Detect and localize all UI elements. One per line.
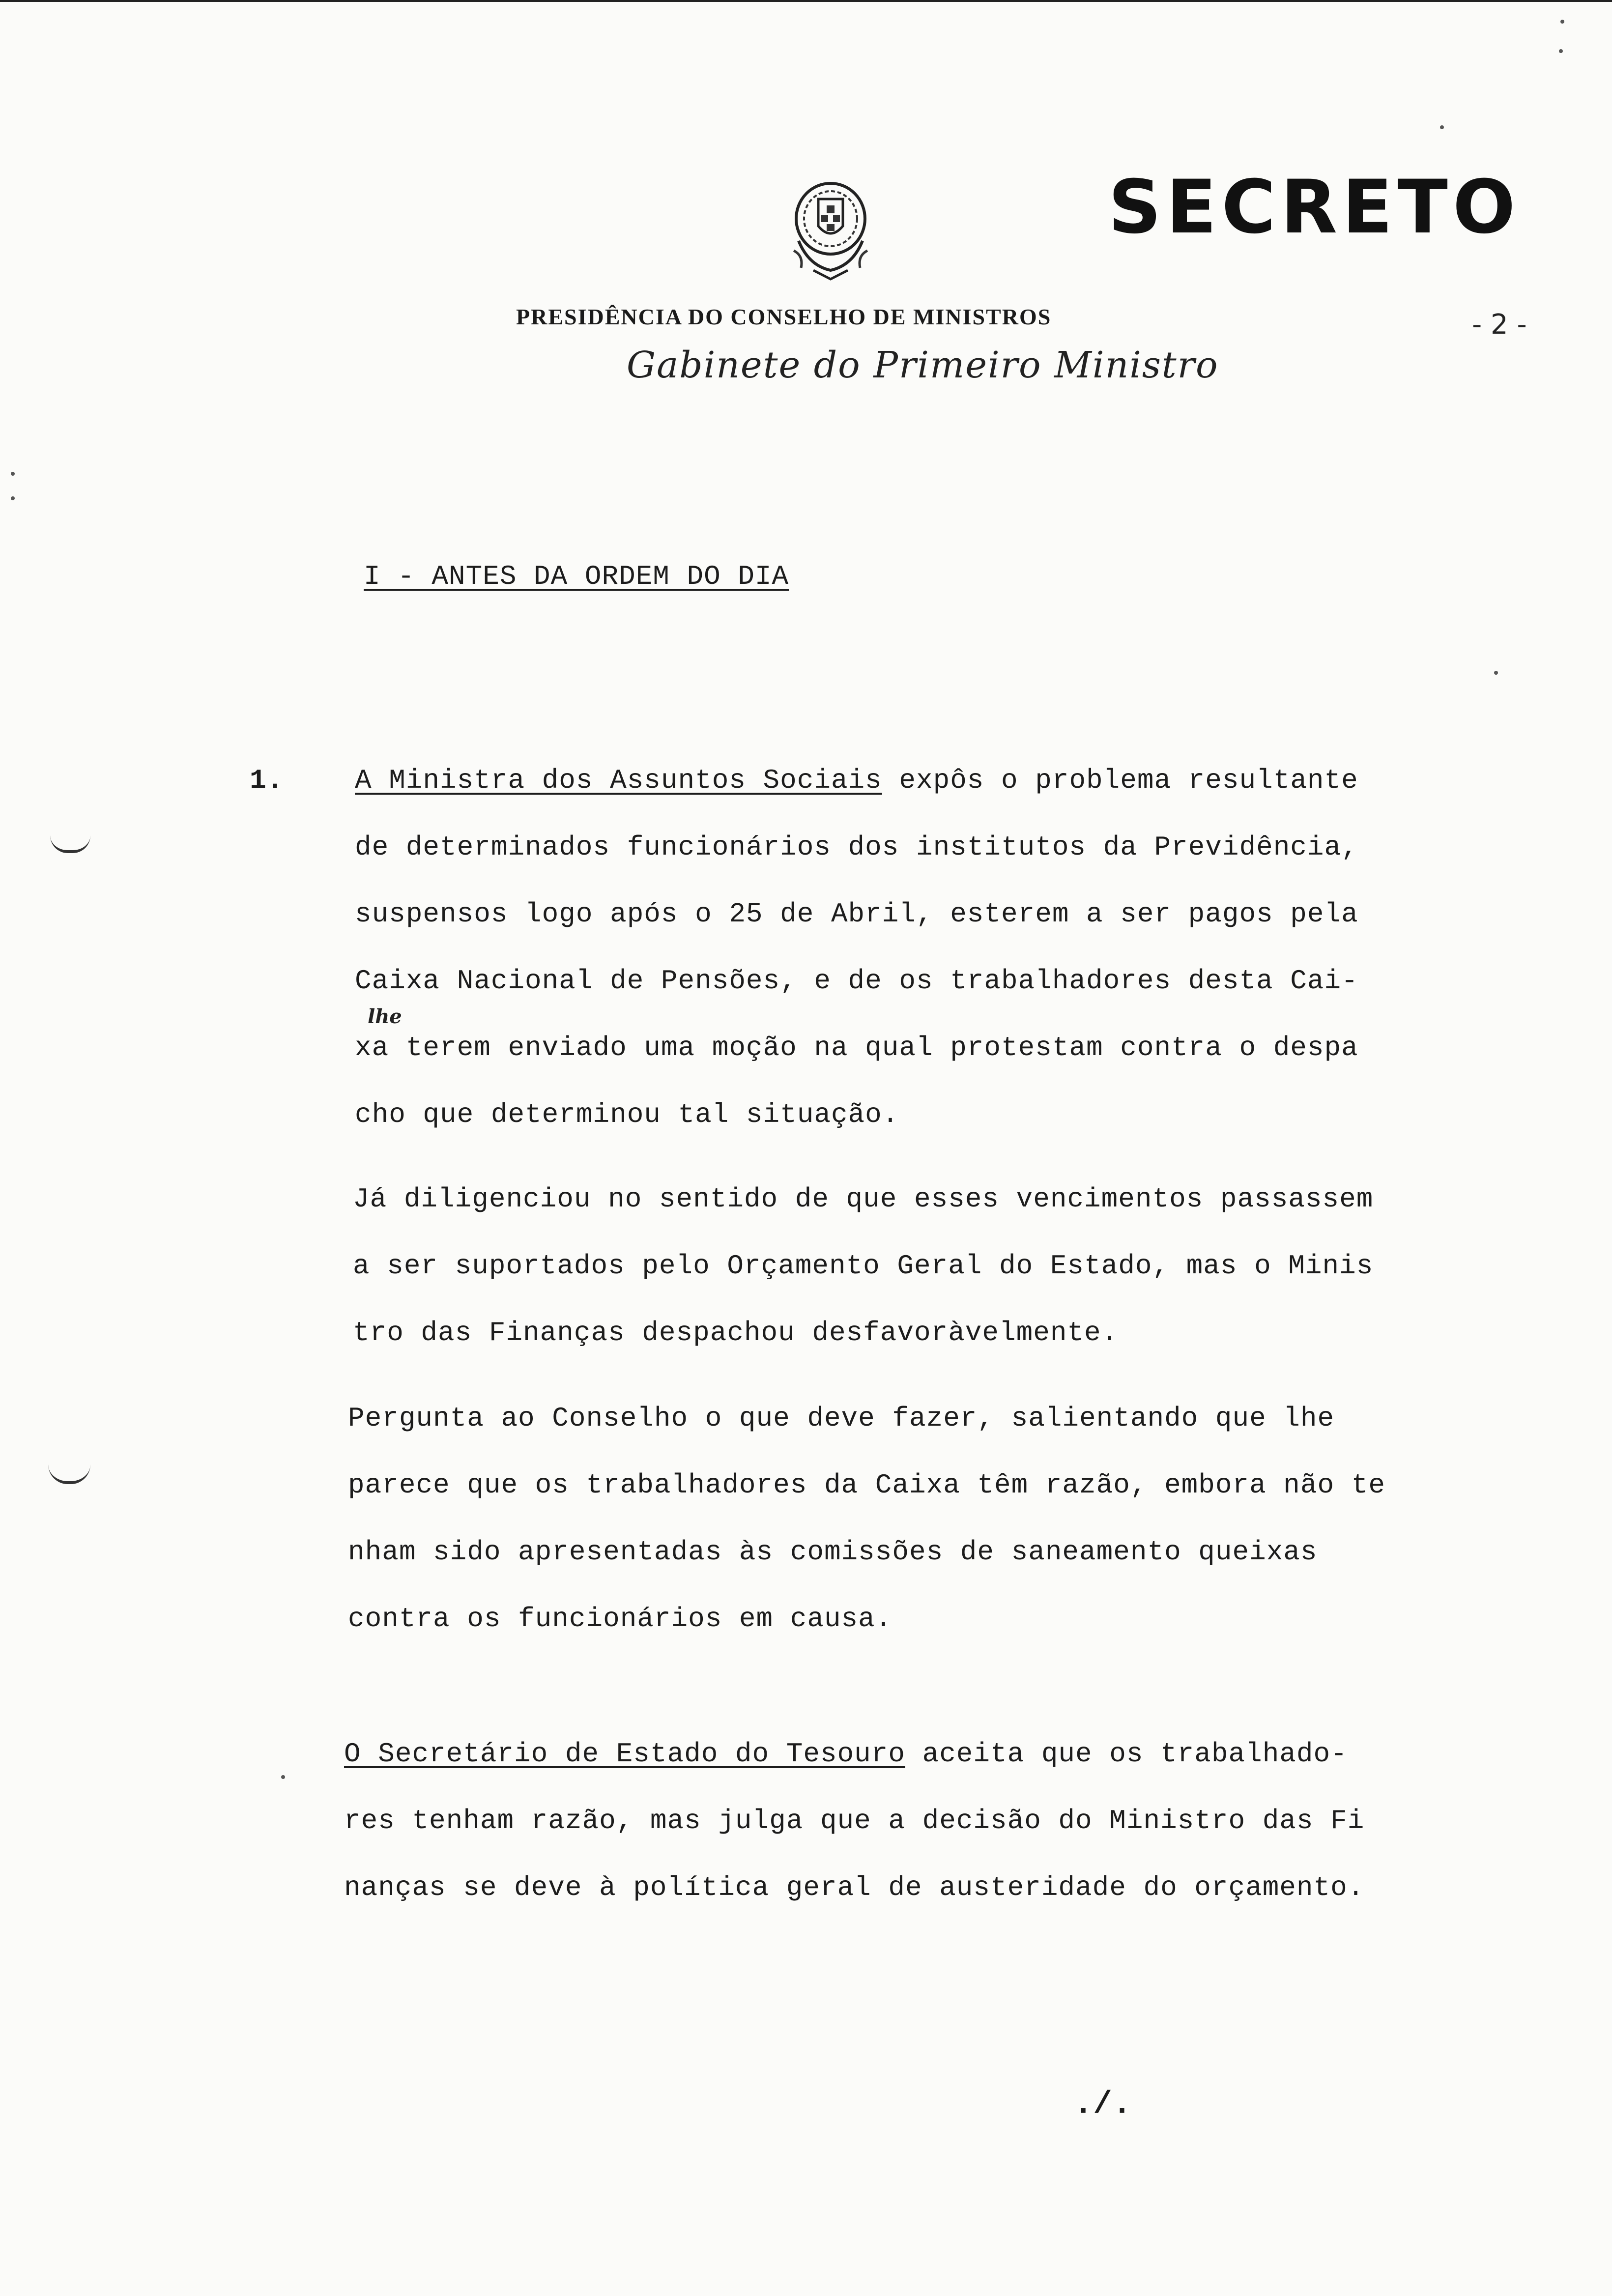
paragraph-4-line-1: O Secretário de Estado do Tesouro aceita que os trabalhado- <box>344 1738 1348 1770</box>
margin-punch-mark <box>50 835 90 853</box>
paragraph-1-line: de determinados funcionários dos institutos da Previdência, <box>355 832 1358 863</box>
scan-speck <box>281 1775 285 1779</box>
scan-speck <box>11 496 15 500</box>
paragraph-3-line: Pergunta ao Conselho o que deve fazer, salientando que lhe <box>348 1403 1335 1434</box>
scan-speck <box>1560 20 1564 24</box>
scan-speck <box>1559 49 1563 53</box>
speaker-ministra: A Ministra dos Assuntos Sociais <box>355 765 882 796</box>
organization-title: PRESIDÊNCIA DO CONSELHO DE MINISTROS <box>516 304 1052 329</box>
scan-speck <box>11 472 15 476</box>
scan-speck <box>1440 125 1444 129</box>
scan-speck <box>1494 671 1498 675</box>
paragraph-1-line: suspensos logo após o 25 de Abril, esterem a ser pagos pela <box>355 898 1358 930</box>
speaker-secretario: O Secretário de Estado do Tesouro <box>344 1738 905 1770</box>
paragraph-3-line: parece que os trabalhadores da Caixa têm razão, embora não te <box>348 1469 1385 1501</box>
top-border-line <box>0 0 1612 2</box>
section-heading: I - ANTES DA ORDEM DO DIA <box>364 561 789 592</box>
paragraph-1-line-1: A Ministra dos Assuntos Sociais expôs o problema resultante <box>355 765 1358 796</box>
page-number: - 2 - <box>1472 309 1527 341</box>
paragraph-1-line: cho que determinou tal situação. <box>355 1099 899 1130</box>
coat-of-arms-seal-icon <box>779 172 882 285</box>
paragraph-4-line: nanças se deve à política geral de austeridade do orçamento. <box>344 1872 1365 1903</box>
paragraph-2-line: tro das Finanças despachou desfavoràvelmente. <box>353 1317 1119 1349</box>
paragraph-2 <box>353 1166 1373 1366</box>
office-name: Gabinete do Primeiro Ministro <box>627 344 1219 386</box>
paragraph-4 <box>344 1721 1364 1921</box>
paragraph-1-line: xa terem enviado uma moção na qual protestam contra o despa <box>355 1032 1358 1063</box>
classification-stamp: SECRETO <box>1108 165 1521 250</box>
paragraph-2-line: a ser suportados pelo Orçamento Geral do Estado, mas o Minis <box>353 1250 1374 1282</box>
paragraph-4-line: res tenham razão, mas julga que a decisão do Ministro das Fi <box>344 1805 1365 1837</box>
margin-punch-mark <box>48 1464 90 1484</box>
paragraph-3-line: nham sido apresentadas às comissões de saneamento queixas <box>348 1536 1318 1568</box>
paragraph-3 <box>348 1385 1385 1652</box>
item-number: 1. <box>250 765 284 796</box>
paragraph-1 <box>355 747 1358 1148</box>
paragraph-1-line: Caixa Nacional de Pensões, e de os trabalhadores desta Cai- <box>355 965 1358 997</box>
paragraph-3-line: contra os funcionários em causa. <box>348 1603 892 1635</box>
handwritten-annotation: lhe <box>368 1005 402 1028</box>
continuation-mark: ./. <box>1074 2087 1132 2123</box>
paragraph-2-line: Já diligenciou no sentido de que esses vencimentos passassem <box>353 1183 1374 1215</box>
